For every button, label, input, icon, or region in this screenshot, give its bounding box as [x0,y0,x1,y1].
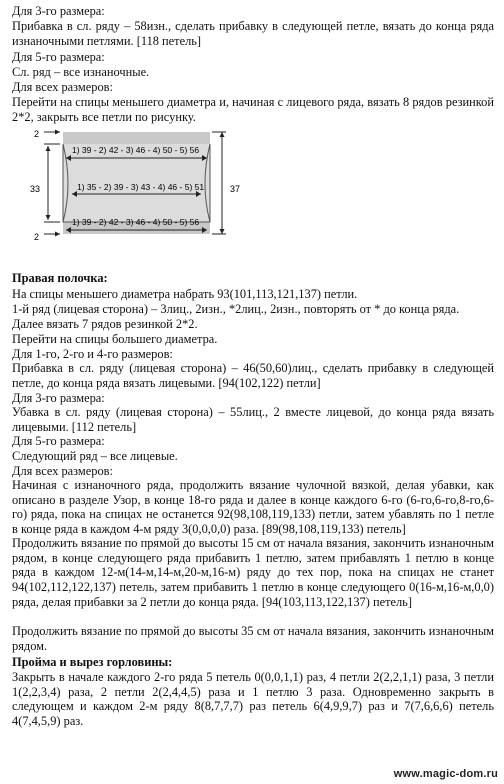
right-front-heading: Правая полочка: [12,271,108,285]
straight-knit-paragraph: Продолжить вязание по прямой до высоты 35 см от начала вязания, закончить изнаночным рядом. [12,624,494,653]
top-rib-height-label: 2 [34,129,40,139]
size5-label: Для 5-го размера: [12,50,105,64]
decrease-paragraph: Начиная с изнаночного ряда, продолжить вязание чулочной вязкой, делая убавки, как описано в разделе Узор, в конце 18-го ряда и далее в конце каждого 6-го (6-го,6-го,8-го,6-го) ряда, пока на спицах не останется 92(98,108,119,133) петли, затем убавлять по 1 петле в конце ряда в каждом 4-м ряду 3(0,0,0,0) раза. [89(98,108,119,133) петель] [12,478,494,537]
armhole-paragraph: Закрыть в начале каждого 2-го ряда 5 петель 0(0,0,1,1) раз, 4 петли 2(2,2,1,1) раза, 3 петли 1(2,2,3,4) раза, 2 петли 2(2,4,4,5) раза и 1 петлю 3 раза. Одновременно закрыть в следующем и каждом 2-м ряду 8(8,7,7,7) раз петель 6(4,9,9,7) раз и 7(7,6,6,6) петель 4(7,4,5,9) раз. [12,670,494,729]
size5-instruction: Сл. ряд – все изнаночные. [12,65,150,79]
left-height-label: 33 [30,184,41,194]
width-label-middle: 1) 35 - 2) 39 - 3) 43 - 4) 46 - 5) 51 [77,182,205,192]
size5-rf-label: Для 5-го размера: [12,434,105,448]
all-sizes-rf-label: Для всех размеров: [12,464,113,478]
increase-paragraph: Продолжить вязание по прямой до высоты 15 см от начала вязания, закончить изнаночным рядом, в конце следующего ряда прибавить 1 петлю, затем прибавлять 1 петлю в конце ряда в каждом 12-м(14-м,14-м,20-м,16-м) ряду до тех пор, пока на спицах не станет 94(102,112,122,137) петель, затем прибавить 1 петлю в конце следующего 0(16-м,16-м,0,0) ряда, делая прибавки за 2 петли до конца ряда. [94(103,113,122,137) петель] [12,536,494,609]
width-label-top: 1) 39 - 2) 42 - 3) 46 - 4) 50 - 5) 56 [72,145,200,155]
first-row-line: 1-й ряд (лицевая сторона) – 3лиц., 2изн., *2лиц., 2изн., повторять от * до конца ряда. [12,302,460,316]
site-watermark: www.magic-dom.ru [393,768,498,780]
sizes-124-instruction: Прибавка в сл. ряду (лицевая сторона) – 46(50,60)лиц., сделать прибавку в следующей петле, до конца ряда вязать лицевыми. [94(102,122) петли] [12,361,494,390]
rib-rows-line: Далее вязать 7 рядов резинкой 2*2. [12,317,198,331]
cast-on-line: На спицы меньшего диаметра набрать 93(101,113,121,137) петли. [12,287,358,301]
top-rib-strip [63,132,210,144]
right-height-arrow [212,132,226,234]
size3-rf-instruction: Убавка в сл. ряду (лицевая сторона) – 55лиц., 2 вместе лицевой, до конца ряда вязать лицевыми. [112 петель] [12,405,494,434]
bottom-rib-height-arrow [44,222,60,237]
size3-instruction: Прибавка в сл. ряду – 58изн., сделать прибавку в следующей петле, вязать до конца ряда изнаночными петлями. [118 петель] [12,19,494,48]
size5-rf-instruction: Следующий ряд – все лицевые. [12,449,178,463]
all-sizes-instruction: Перейти на спицы меньшего диаметра и, начиная с лицевого ряда, вязать 8 рядов резинкой 2*2, закрыть все петли по рисунку. [12,95,494,124]
bottom-rib-height-label: 2 [34,232,40,242]
back-schematic-diagram [0,122,504,252]
larger-needles-line: Перейти на спицы большего диаметра. [12,332,218,346]
sizes-124-label: Для 1-го, 2-го и 4-го размеров: [12,347,173,361]
width-label-bottom: 1) 39 - 2) 42 - 3) 46 - 4) 50 - 5) 56 [72,217,200,227]
all-sizes-label: Для всех размеров: [12,80,113,94]
top-rib-height-arrow [44,130,60,145]
armhole-heading: Пройма и вырез горловины: [12,655,173,669]
right-height-label: 37 [230,184,241,194]
left-height-arrow [46,146,51,220]
size3-label: Для 3-го размера: [12,4,105,18]
size3-rf-label: Для 3-го размера: [12,391,105,405]
